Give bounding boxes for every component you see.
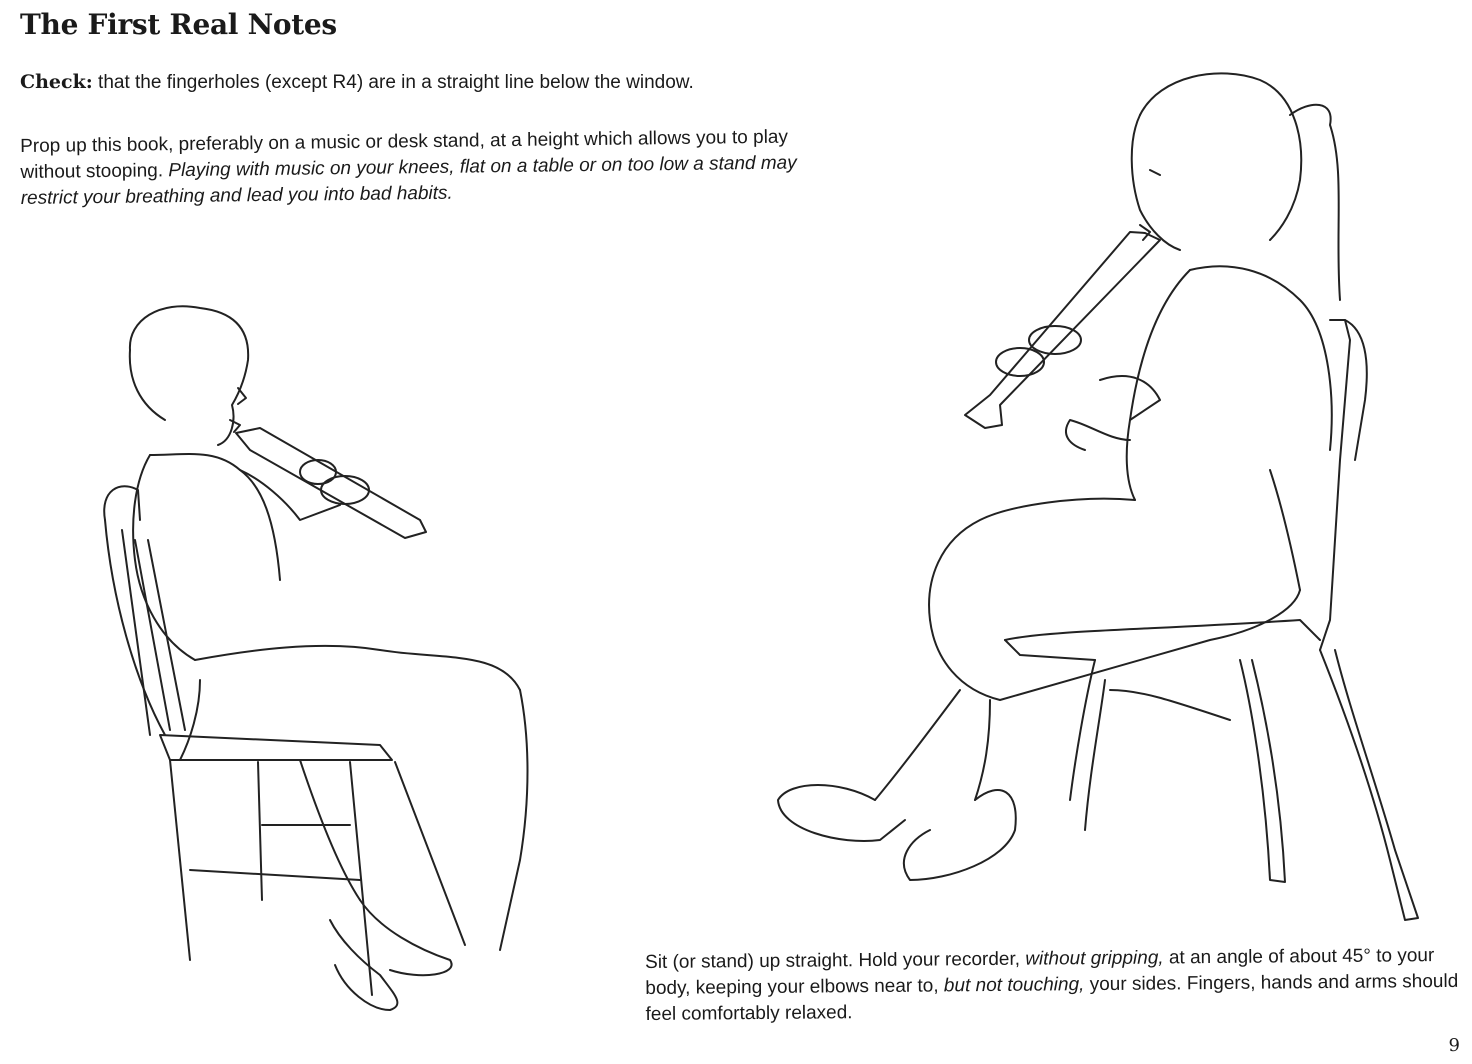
check-text: that the fingerholes (except R4) are in a straight line below the window.	[92, 72, 694, 93]
intro-text: Prop up this book, preferably on a music or desk stand, at a height which allows you to play without stooping.	[20, 126, 789, 183]
check-label: Check:	[20, 71, 93, 93]
page-title: The First Real Notes	[20, 8, 337, 41]
page-number: 9	[1448, 1035, 1460, 1056]
caption-italic-2: but not touching,	[943, 974, 1085, 997]
wooden-chair	[104, 486, 465, 995]
girl-figure	[778, 73, 1340, 880]
posture-caption	[645, 943, 1466, 1028]
caption-text-1: Sit (or stand) up straight. Hold your recorder,	[645, 948, 1026, 973]
boy-figure	[130, 306, 528, 1010]
caption-text-2: at an angle of about 45° to your body, keeping your elbows near to,	[645, 945, 1435, 999]
intro-italic-text: Playing with music on your knees, flat on a table or on too low a stand may restrict your breathing and lead you into bad habits.	[20, 152, 797, 209]
modern-chair	[1005, 320, 1418, 920]
caption-text-3: your sides. Fingers, hands and arms should feel comfortably relaxed.	[645, 970, 1459, 1025]
caption-italic-1: without gripping,	[1025, 947, 1164, 970]
